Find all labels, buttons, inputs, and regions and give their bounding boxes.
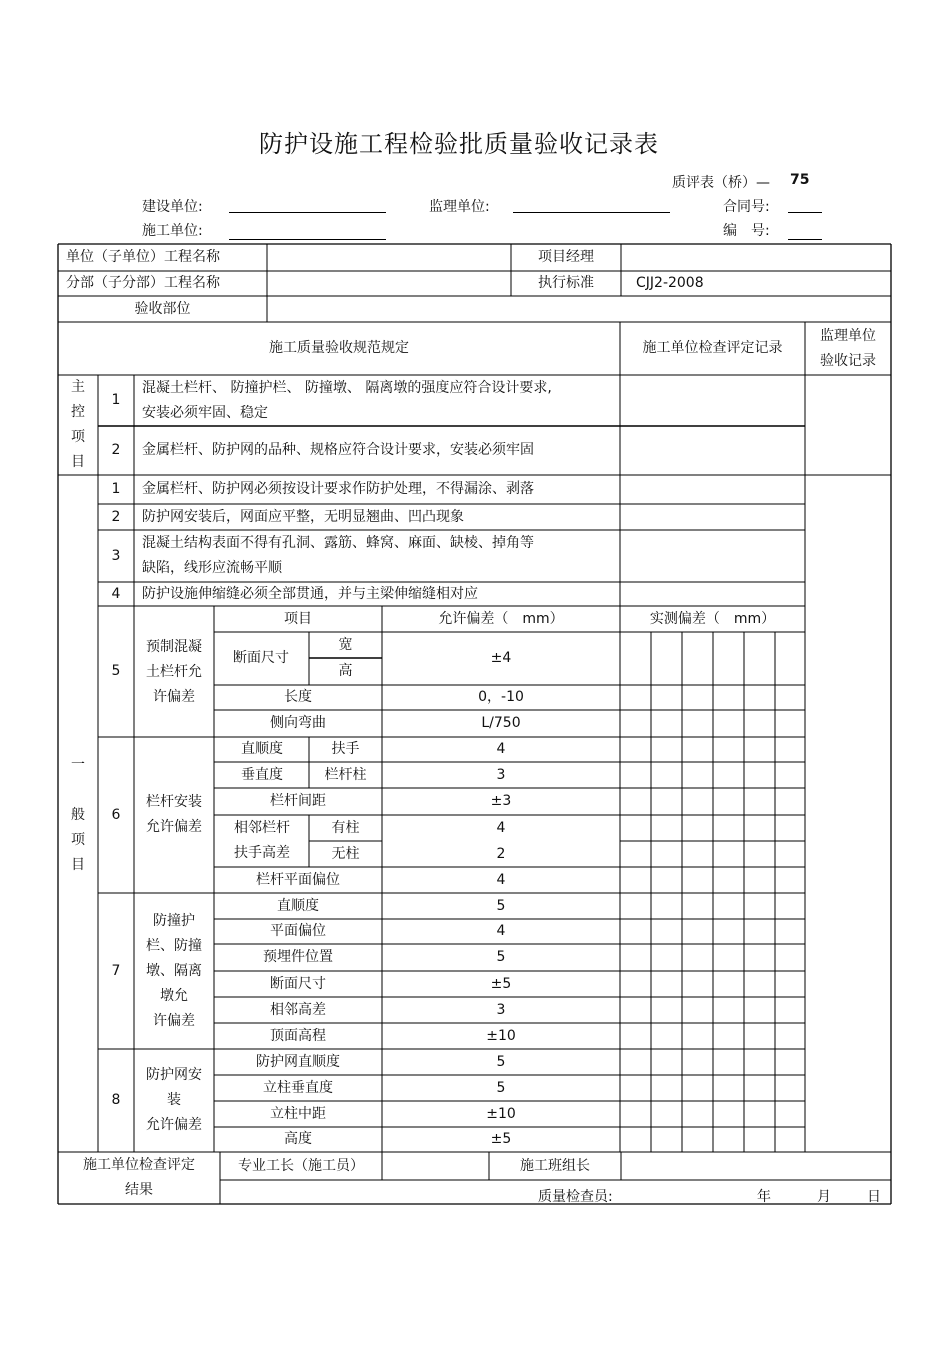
tolerance-value: 3 — [496, 766, 506, 783]
general-item-no: 5 — [111, 663, 121, 679]
supervisor-record-header: 监理单位 验收记录 — [820, 327, 876, 369]
general-items-label: 一 般 项 目 — [71, 756, 85, 873]
tolerance-value: ±3 — [490, 793, 512, 809]
tolerance-item: 预埋件位置 — [263, 949, 333, 965]
constructor-label: 施工单位: — [142, 223, 203, 239]
project-manager-label: 项目经理 — [538, 249, 594, 265]
page-title: 防护设施工程检验批质量验收记录表 — [259, 130, 659, 158]
tolerance-subitem: 有柱 — [331, 819, 360, 836]
tolerance-value: 4 — [496, 819, 506, 836]
serial-label: 编 号: — [723, 223, 770, 239]
tolerance-item: 侧向弯曲 — [270, 715, 326, 731]
tolerance-value: 0，-10 — [478, 689, 524, 705]
general-item-no: 2 — [111, 508, 121, 525]
spec-column-header: 施工质量验收规范规定 — [269, 340, 409, 356]
tolerance-value: 3 — [496, 1001, 506, 1018]
tolerance-item: 长度 — [284, 689, 312, 705]
year-label: 年 — [757, 1189, 771, 1205]
tolerance-subitem: 高 — [338, 663, 353, 679]
supervisor-label: 监理单位: — [429, 199, 490, 215]
general-item-text: 防护设施伸缩缝必须全部贯通，并与主梁伸缩缝相对应 — [142, 585, 478, 602]
measured-deviation-header: 实测偏差（ mm） — [649, 610, 776, 627]
tolerance-subitem: 宽 — [338, 636, 353, 653]
tolerance-subitem: 无柱 — [331, 845, 360, 862]
tolerance-value: 4 — [496, 871, 506, 888]
group-title: 防撞护 栏、防撞 墩、隔离 墩允 许偏差 — [146, 912, 202, 1029]
tolerance-item: 相邻高差 — [270, 1001, 326, 1018]
foreman-label: 专业工长（施工员） — [238, 1157, 364, 1174]
inspector-label: 质量检查员: — [538, 1189, 613, 1205]
form-label: 质评表（桥）— — [672, 175, 770, 191]
main-item-text: 金属栏杆、防护网的品种、规格应符合设计要求，安装必须牢固 — [142, 442, 534, 458]
result-label: 施工单位检查评定 结果 — [83, 1157, 195, 1198]
allowed-deviation-header: 允许偏差（ mm） — [438, 610, 564, 627]
main-item-no: 2 — [111, 442, 121, 458]
general-item-text: 金属栏杆、防护网必须按设计要求作防护处理，不得漏涂、剥落 — [142, 481, 534, 497]
tolerance-value: 4 — [496, 923, 506, 939]
tolerance-item: 顶面高程 — [270, 1027, 326, 1044]
tolerance-value: 5 — [496, 897, 506, 914]
standard-label: 执行标准 — [538, 275, 594, 291]
tolerance-item: 直顺度 — [241, 741, 283, 757]
contractor-record-header: 施工单位检查评定记录 — [642, 340, 783, 356]
general-item-no: 8 — [111, 1092, 121, 1108]
tolerance-value: ±5 — [490, 1131, 512, 1147]
main-items-label: 主 控 项 目 — [71, 379, 85, 470]
group-title: 预制混凝 土栏杆允 许偏差 — [146, 638, 202, 705]
standard-value: CJJ2-2008 — [636, 275, 704, 291]
tolerance-value: L/750 — [481, 715, 521, 731]
contract-label: 合同号: — [723, 199, 770, 215]
tolerance-item: 相邻栏杆 扶手高差 — [234, 820, 290, 861]
builder-label: 建设单位: — [142, 199, 203, 215]
main-item-no: 1 — [111, 392, 121, 408]
tolerance-value: ±4 — [490, 650, 512, 666]
unit-project-label: 单位（子单位）工程名称 — [66, 249, 220, 265]
tolerance-value: ±10 — [486, 1027, 516, 1044]
team-leader-label: 施工班组长 — [520, 1157, 590, 1174]
tolerance-item: 断面尺寸 — [270, 975, 326, 992]
tolerance-subitem: 扶手 — [331, 741, 360, 757]
general-item-no: 6 — [111, 806, 121, 823]
tolerance-item: 立柱中距 — [270, 1105, 326, 1122]
inspection-part-label: 验收部位 — [134, 300, 191, 317]
tolerance-item: 断面尺寸 — [233, 650, 289, 666]
tolerance-value: ±5 — [490, 975, 512, 992]
general-item-no: 3 — [111, 547, 121, 564]
tolerance-item: 高度 — [284, 1131, 312, 1147]
tolerance-item: 直顺度 — [277, 897, 319, 914]
tolerance-value: 5 — [496, 949, 506, 965]
tolerance-item: 防护网直顺度 — [256, 1053, 340, 1070]
general-item-no: 4 — [111, 585, 121, 602]
month-label: 月 — [817, 1189, 831, 1205]
tolerance-value: 5 — [496, 1053, 506, 1070]
tolerance-value: 2 — [496, 845, 506, 862]
general-item-text: 防护网安装后，网面应平整，无明显翘曲、凹凸现象 — [142, 508, 464, 525]
tolerance-value: ±10 — [486, 1105, 516, 1122]
day-label: 日 — [867, 1189, 881, 1205]
general-item-no: 7 — [111, 962, 121, 979]
tolerance-item-header: 项目 — [284, 610, 312, 627]
general-item-text: 混凝土结构表面不得有孔洞、露筋、蜂窝、麻面、缺棱、掉角等 缺陷，线形应流畅平顺 — [142, 535, 534, 576]
tolerance-value: 5 — [496, 1079, 506, 1096]
group-title: 栏杆安装 允许偏差 — [146, 794, 202, 835]
main-item-text: 混凝土栏杆、 防撞护栏、 防撞墩、 隔离墩的强度应符合设计要求, 安装必须牢固、稳定 — [142, 379, 552, 421]
tolerance-item: 平面偏位 — [270, 923, 326, 939]
tolerance-subitem: 栏杆柱 — [324, 766, 367, 783]
tolerance-item: 栏杆平面偏位 — [256, 871, 340, 888]
form-number: 75 — [790, 172, 810, 188]
tolerance-item: 栏杆间距 — [270, 793, 326, 809]
group-title: 防护网安 装 允许偏差 — [146, 1067, 202, 1133]
tolerance-value: 4 — [496, 741, 506, 757]
tolerance-item: 立柱垂直度 — [263, 1079, 333, 1096]
general-item-no: 1 — [111, 481, 121, 497]
tolerance-item: 垂直度 — [241, 766, 283, 783]
sub-project-label: 分部（子分部）工程名称 — [66, 275, 220, 291]
